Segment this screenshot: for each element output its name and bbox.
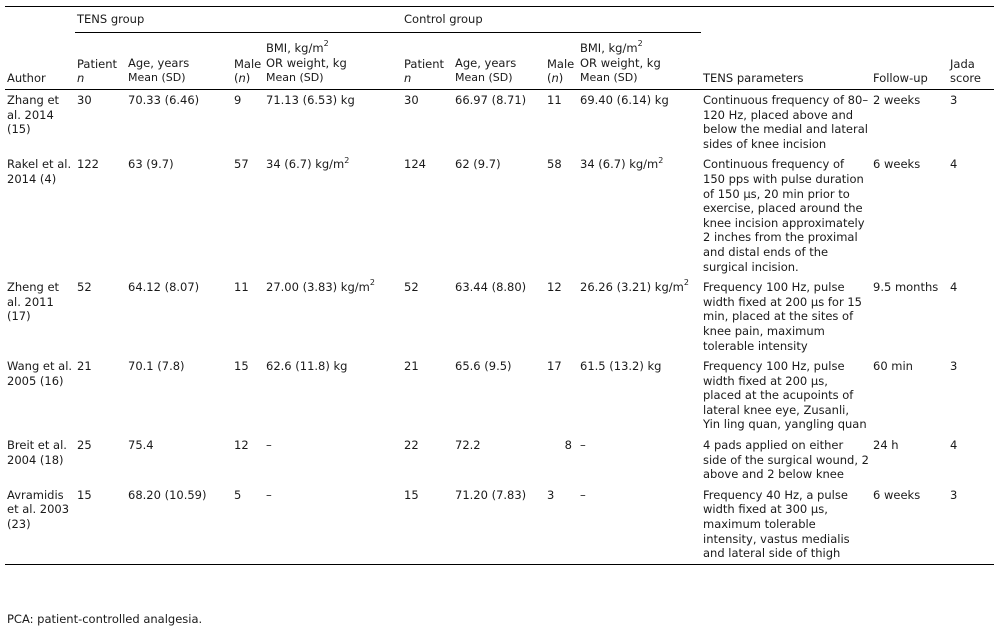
tens-age-cell: 70.33 (6.46) [128, 93, 200, 107]
tens-bmi-cell: 71.13 (6.53) kg [266, 93, 355, 107]
table-row [5, 485, 994, 564]
tens-male-cell: 15 [234, 359, 249, 374]
tens-male-header: Male (n) [234, 56, 262, 86]
control-bmi-cell: 26.26 (3.21) $kg/m^2$ [580, 278, 689, 295]
table-row [5, 154, 994, 277]
control-male-cell: 3 [547, 487, 555, 502]
control-patient-header: Patient n [404, 56, 445, 86]
control-male-cell: 11 [547, 93, 562, 107]
control-bmi-cell: 69.40 (6.14) kg [580, 93, 669, 107]
author-cell: Zheng et al. 2011 (17) [7, 280, 60, 324]
control-age-cell: 72.2 [455, 438, 481, 453]
tens-patient-cell: 30 [77, 93, 92, 107]
jada-score-cell: 4 [950, 157, 958, 172]
tens-patient-cell: 122 [77, 157, 99, 172]
tens-parameters-cell: 4 pads applied on either side of the surgical wound, 2 above and 2 below knee [703, 438, 869, 482]
table-row [5, 90, 994, 155]
tens-bmi-cell: – [266, 487, 272, 502]
tens-age-header: Age, years Mean (SD) [128, 55, 190, 85]
author-cell: Wang et al. 2005 (16) [7, 359, 73, 388]
study-table [5, 6, 994, 565]
control-bmi-cell: – [580, 487, 586, 502]
tens-age-cell: 70.1 (7.8) [128, 359, 185, 374]
tens-parameters-cell: Frequency 40 Hz, a pulse width fixed at 300 μs, maximum tolerable intensity, vastus medialis and lateral side of thigh [703, 487, 850, 561]
tens-age-cell: 68.20 (10.59) [128, 487, 207, 502]
followup-cell: 6 weeks [873, 487, 921, 502]
jada-score-cell: 3 [950, 359, 958, 374]
author-cell: Breit et al. 2004 (18) [7, 438, 67, 467]
followup-cell: 2 weeks [873, 93, 921, 107]
control-age-cell: 63.44 (8.80) [455, 280, 527, 295]
author-cell: Avramidis et al. 2003 (23) [7, 487, 70, 532]
control-bmi-header: BMI, $kg/m^2$ OR weight, kg Mean (SD) [580, 39, 661, 85]
control-bmi-cell: – [580, 438, 586, 453]
followup-cell: 9.5 months [873, 280, 939, 295]
jada-score-cell: 4 [950, 438, 958, 453]
jada-score-header: Jada score [950, 56, 981, 86]
jada-score-cell: 3 [950, 487, 958, 502]
tens-bmi-cell: 34 (6.7) $kg/m^2$ [266, 155, 350, 172]
control-bmi-cell: 34 (6.7) $kg/m^2$ [580, 155, 664, 172]
followup-header: Follow-up [873, 71, 928, 86]
tens-age-cell: 75.4 [128, 438, 154, 453]
tens-patient-cell: 21 [77, 359, 92, 374]
tens-parameters-cell: Continuous frequency of 80–120 Hz, placed above and below the medial and lateral sides of knee incision [703, 93, 869, 151]
followup-cell: 60 min [873, 359, 913, 374]
blank-header-right [701, 7, 994, 33]
control-patient-cell: 30 [404, 93, 419, 107]
control-patient-cell: 15 [404, 487, 419, 502]
control-patient-cell: 21 [404, 359, 419, 374]
tens-patient-cell: 15 [77, 487, 92, 502]
tens-patient-header: Patient n [77, 56, 118, 86]
tens-patient-cell: 25 [77, 438, 92, 453]
column-header-row [5, 33, 994, 90]
footnote: PCA: patient-controlled analgesia. [7, 612, 203, 626]
author-cell: Rakel et al. 2014 (4) [7, 157, 72, 186]
tens-bmi-cell: 62.6 (11.8) kg [266, 359, 348, 374]
control-age-cell: 62 (9.7) [455, 157, 501, 172]
control-group-header: Control group [402, 7, 701, 33]
control-bmi-cell: 61.5 (13.2) kg [580, 359, 662, 374]
tens-parameters-cell: Frequency 100 Hz, pulse width fixed at 200 μs, placed at the acupoints of lateral knee eye, Zusanli, Yin ling quan, yangling quan [703, 359, 867, 432]
blank-header [5, 7, 75, 33]
tens-male-cell: 11 [234, 280, 249, 295]
tens-age-cell: 64.12 (8.07) [128, 280, 200, 295]
tens-bmi-cell: – [266, 438, 272, 453]
table-row [5, 435, 994, 485]
tens-male-cell: 57 [234, 157, 249, 172]
tens-parameters-cell: Frequency 100 Hz, pulse width fixed at 200 μs for 15 min, placed at the sites of knee pain, maximum tolerable intensity [703, 280, 862, 353]
tens-bmi-cell: 27.00 (3.83) $kg/m^2$ [266, 278, 375, 295]
jada-score-cell: 4 [950, 280, 958, 295]
tens-male-cell: 5 [234, 487, 242, 502]
control-age-cell: 66.97 (8.71) [455, 93, 527, 107]
control-age-cell: 65.6 (9.5) [455, 359, 512, 374]
control-male-header: Male (n) [547, 56, 575, 86]
control-male-cell: 17 [547, 359, 562, 374]
tens-bmi-header: BMI, $kg/m^2$ OR weight, kg Mean (SD) [266, 39, 347, 85]
tens-parameters-cell: Continuous frequency of 150 pps with pulse duration of 150 μs, 20 min prior to exercise, placed around the knee incision approximately 2 inches from the proximal and distal ends of the surgical incision. [703, 157, 865, 274]
control-patient-cell: 22 [404, 438, 419, 453]
author-header: Author [7, 71, 46, 86]
tens-group-header: TENS group [75, 7, 402, 33]
tens-patient-cell: 52 [77, 280, 92, 295]
followup-cell: 24 h [873, 438, 899, 453]
control-age-cell: 71.20 (7.83) [455, 487, 527, 502]
control-patient-cell: 52 [404, 280, 419, 295]
tens-male-cell: 9 [234, 93, 242, 107]
control-male-cell: 58 [547, 157, 562, 172]
control-patient-cell: 124 [404, 157, 426, 172]
followup-cell: 6 weeks [873, 157, 921, 172]
author-cell: Zhang et al. 2014 (15) [7, 93, 60, 137]
tens-age-cell: 63 (9.7) [128, 157, 174, 172]
tens-parameters-header: TENS parameters [703, 71, 804, 86]
control-male-cell: 12 [547, 280, 562, 295]
control-age-header: Age, years Mean (SD) [455, 55, 517, 85]
table-row [5, 277, 994, 356]
table-row [5, 356, 994, 435]
tens-male-cell: 12 [234, 438, 249, 453]
control-male-cell: 8 [564, 438, 572, 453]
jada-score-cell: 3 [950, 93, 958, 107]
group-header-row [5, 7, 994, 33]
